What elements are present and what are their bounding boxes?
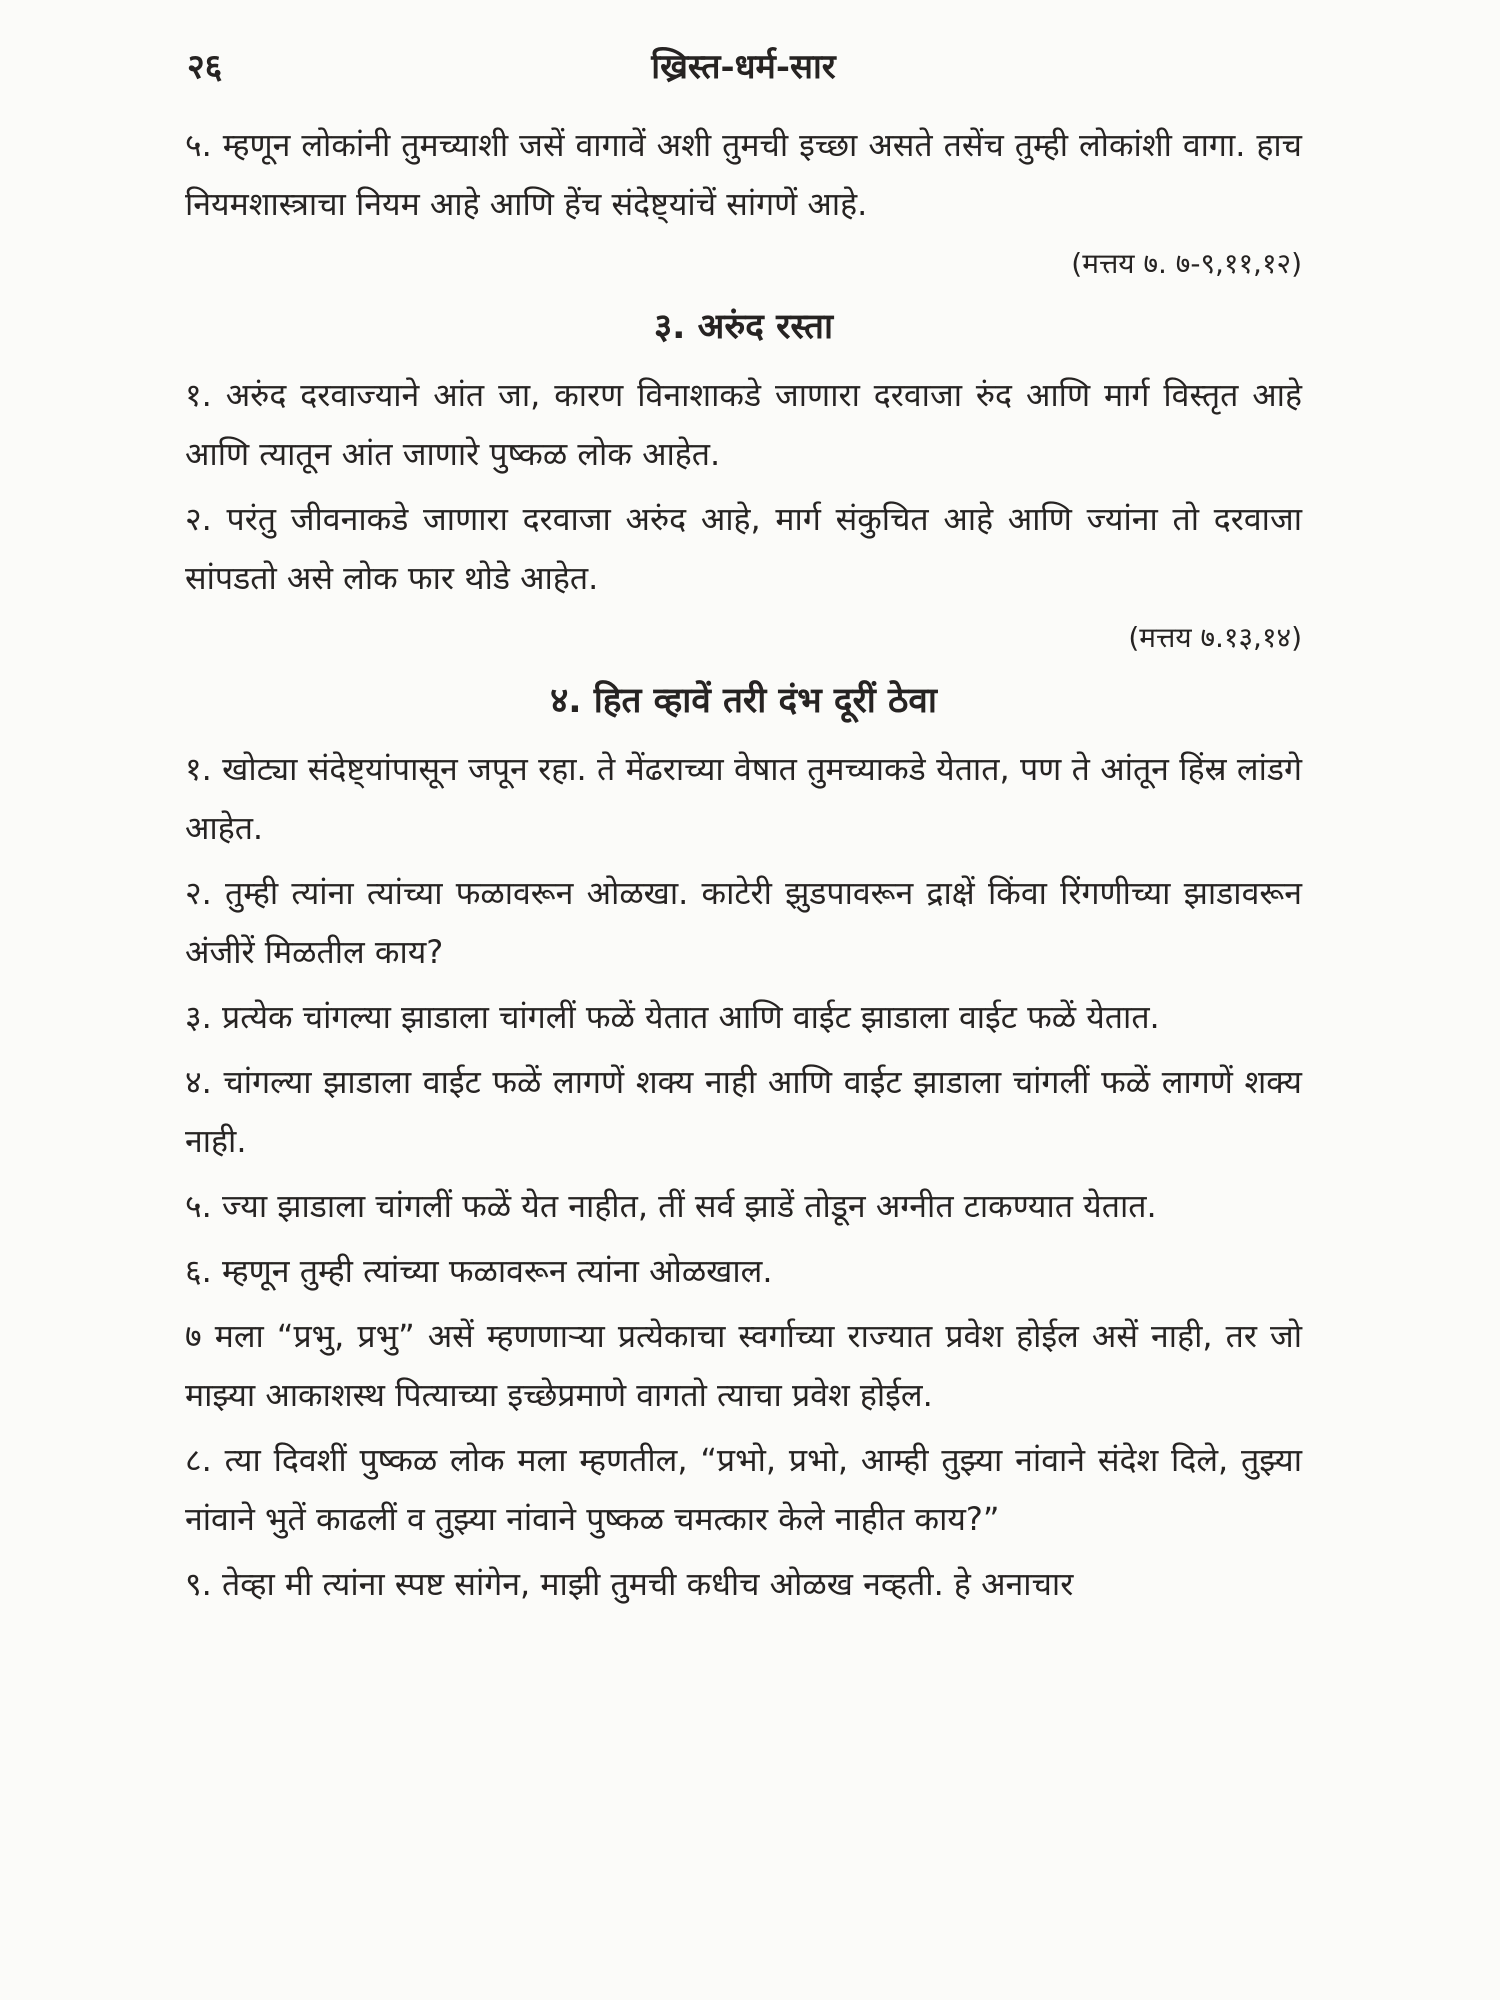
verse-paragraph: २. तुम्ही त्यांना त्यांच्या फळावरून ओळखा. काटेरी झुडपावरून द्राक्षें किंवा रिंगणीच्या झाडावरून अंजीरें मिळतील काय? — [185, 874, 1302, 971]
section-false-prophets — [185, 670, 1302, 1614]
verse-paragraph: १. अरुंद दरवाज्याने आंत जा, कारण विनाशाकडे जाणारा दरवाजा रुंद आणि मार्ग विस्तृत आहे आणि त्यातून आंत जाणारे पुष्कळ लोक आहेत. — [185, 376, 1302, 473]
verse-paragraph: ८. त्या दिवशीं पुष्कळ लोक मला म्हणतील, “प्रभो, प्रभो, आम्ही तुझ्या नांवाने संदेश दिले, तुझ्या नांवाने भुतें काढलीं व तुझ्या नांवाने पुष्कळ चमत्कार केले नाहीत काय?” — [185, 1441, 1302, 1538]
verse-paragraph: ४. चांगल्या झाडाला वाईट फळें लागणें शक्य नाही आणि वाईट झाडाला चांगलीं फळें लागणें शक्य नाही. — [185, 1063, 1302, 1160]
verse-paragraph: ७ मला “प्रभु, प्रभु” असें म्हणणाऱ्या प्रत्येकाचा स्वर्गाच्या राज्यात प्रवेश होईल असें नाही, तर जो माझ्या आकाशस्थ पित्याच्या इच्छेप्रमाणे वागतो त्याचा प्रवेश होईल. — [185, 1317, 1302, 1414]
verse-paragraph: २. परंतु जीवनाकडे जाणारा दरवाजा अरुंद आहे, मार्ग संकुचित आहे आणि ज्यांना तो दरवाजा सांपडतो असे लोक फार थोडे आहेत. — [185, 500, 1302, 597]
section-narrow-road — [185, 296, 1302, 662]
verse-paragraph: १. खोट्या संदेष्ट्यांपासून जपून रहा. ते मेंढराच्या वेषात तुमच्याकडे येतात, पण ते आंतून हिंस्र लांडगे आहेत. — [185, 750, 1302, 847]
section-heading: ३. अरुंद रस्ता — [653, 307, 834, 347]
running-title: ख्रिस्त-धर्म-सार — [651, 47, 836, 87]
scripture-reference: (मत्तय ७. ७-९,११,१२) — [1071, 247, 1302, 280]
verse-paragraph: ३. प्रत्येक चांगल्या झाडाला चांगलीं फळें येतात आणि वाईट झाडाला वाईट फळें येतात. — [185, 998, 1160, 1036]
verse-paragraph: ९. तेव्हा मी त्यांना स्पष्ट सांगेन, माझी तुमची कधीच ओळख नव्हती. हे अनाचार — [185, 1565, 1074, 1603]
running-head — [185, 42, 1302, 116]
scripture-reference: (मत्तय ७.१३,१४) — [1128, 621, 1302, 654]
section-heading: ४. हित व्हावें तरी दंभ दूरीं ठेवा — [550, 681, 937, 721]
verse-paragraph: ५. म्हणून लोकांनी तुमच्याशी जसें वागावें अशी तुमची इच्छा असते तसेंच तुम्ही लोकांशी वागा. हाच नियमशास्त्राचा नियम आहे आणि हेंच संदेष्ट्यांचें सांगणें आहे. — [185, 126, 1302, 223]
verse-paragraph: ६. म्हणून तुम्ही त्यांच्या फळावरून त्यांना ओळखाल. — [185, 1252, 773, 1290]
verse-paragraph: ५. ज्या झाडाला चांगलीं फळें येत नाहीत, तीं सर्व झाडें तोडून अग्नीत टाकण्यात येतात. — [185, 1187, 1157, 1225]
intro-section — [185, 116, 1302, 288]
page-number: २६ — [187, 47, 223, 87]
